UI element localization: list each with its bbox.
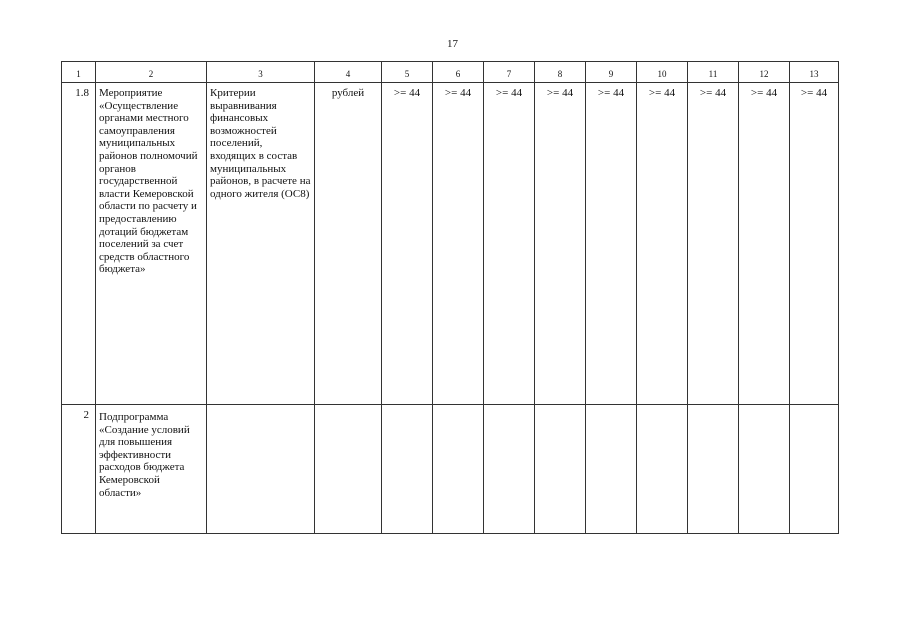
- header-cell: 7: [484, 62, 535, 83]
- row-value: [637, 405, 688, 534]
- row-value: >= 44: [433, 83, 484, 405]
- row-value: >= 44: [535, 83, 586, 405]
- row-value: [535, 405, 586, 534]
- table-row: [62, 83, 839, 405]
- row-value: [688, 405, 739, 534]
- header-cell: 6: [433, 62, 484, 83]
- header-cell: 10: [637, 62, 688, 83]
- row-value: [739, 405, 790, 534]
- row-value: >= 44: [688, 83, 739, 405]
- row-value: [382, 405, 433, 534]
- row-unit: [315, 405, 382, 534]
- row-criterion: [207, 405, 315, 534]
- header-cell: 8: [535, 62, 586, 83]
- row-name: Подпрограмма «Создание условий для повышения эффективности расходов бюджета Кемеровской области»: [96, 405, 207, 534]
- header-cell: 9: [586, 62, 637, 83]
- table-row: [62, 405, 839, 534]
- row-name: Мероприятие «Осуществление органами местного самоуправления муниципальных районов полномочий органов государственной власти Кемеровской области по расчету и предоставлению дотаций бюджетам поселений за счет средств областного бюджета»: [96, 83, 207, 405]
- header-cell: 5: [382, 62, 433, 83]
- indicators-table: [61, 61, 839, 534]
- row-value: >= 44: [586, 83, 637, 405]
- row-value: >= 44: [637, 83, 688, 405]
- header-cell: 13: [790, 62, 839, 83]
- row-value: [484, 405, 535, 534]
- header-cell: 2: [96, 62, 207, 83]
- row-value: [433, 405, 484, 534]
- header-cell: 11: [688, 62, 739, 83]
- row-number: 1.8: [62, 83, 96, 405]
- header-cell: 12: [739, 62, 790, 83]
- row-value: >= 44: [790, 83, 839, 405]
- row-value: [586, 405, 637, 534]
- row-criterion: Критерии выравнивания финансовых возможностей поселений, входящих в состав муниципальных районов, в расчете на одного жителя (ОС8): [207, 83, 315, 405]
- row-value: >= 44: [382, 83, 433, 405]
- row-value: >= 44: [484, 83, 535, 405]
- header-cell: 1: [62, 62, 96, 83]
- table-header-row: [62, 62, 839, 83]
- row-value: >= 44: [739, 83, 790, 405]
- header-cell: 4: [315, 62, 382, 83]
- page-number: 17: [447, 38, 458, 50]
- row-value: [790, 405, 839, 534]
- row-unit: рублей: [315, 83, 382, 405]
- row-number: 2: [62, 405, 96, 534]
- header-cell: 3: [207, 62, 315, 83]
